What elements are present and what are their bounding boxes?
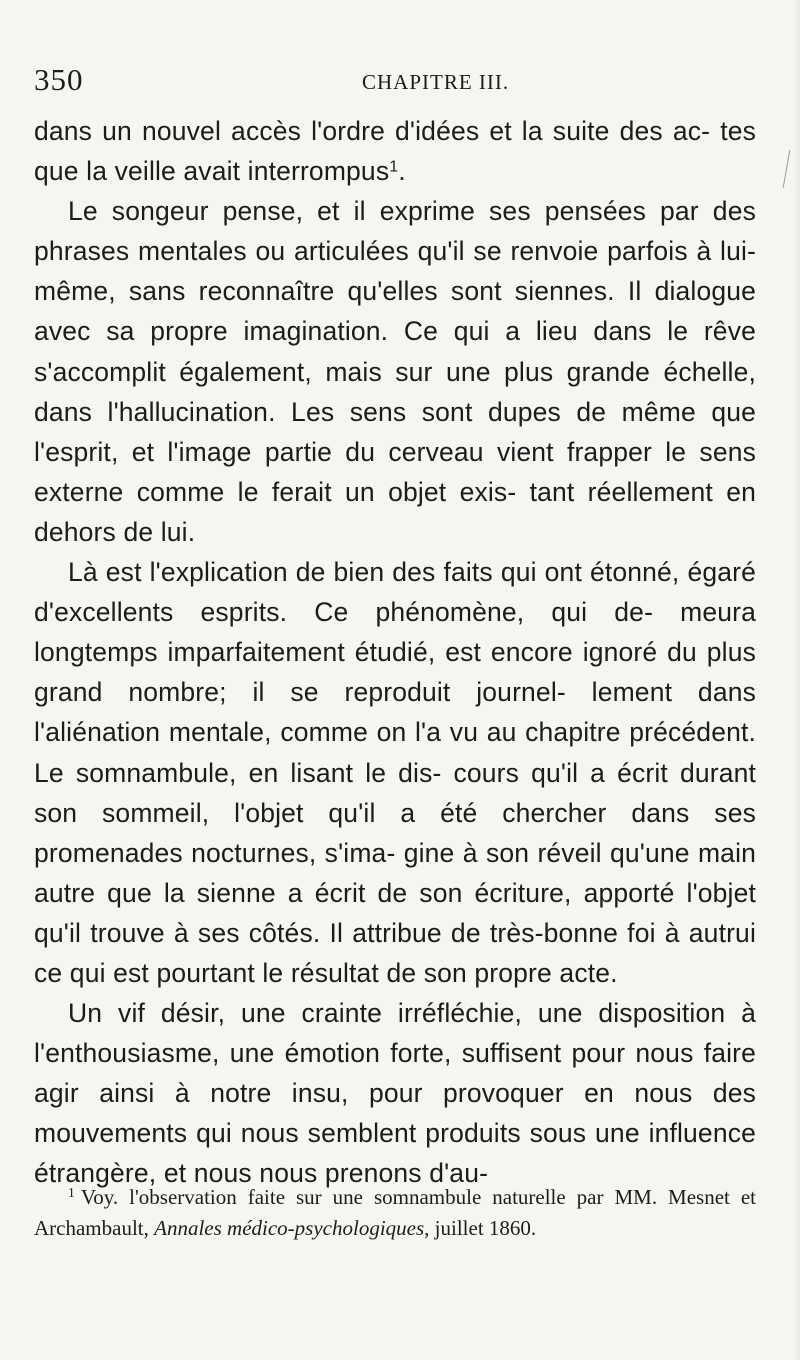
scan-edge-shadow bbox=[794, 0, 800, 1360]
page-number: 350 bbox=[34, 62, 84, 97]
margin-mark bbox=[783, 150, 793, 188]
footnote-paragraph bbox=[34, 1182, 756, 1243]
journal-title: Annales médico-psychologiques bbox=[154, 1215, 425, 1240]
paragraph-continued bbox=[34, 111, 756, 191]
footnote-text: Voy. l'observation faite sur une somnambule naturelle par MM. Mesnet et Archambault, bbox=[34, 1185, 756, 1240]
paragraph: Le songeur pense, et il exprime ses pensées par des phrases mentales ou articulées qu'il se renvoie parfois à lui-même, sans reconnaître qu'elles sont siennes. Il dialogue avec sa propre imagination. Ce qui a lieu dans le rêve s'accomplit également, mais sur une plus grande échelle, dans l'hallucination. Les sens sont dupes de même que l'esprit, et l'image partie du cerveau vient frapper le sens externe comme le ferait un objet exis- tant réellement en dehors de lui. bbox=[34, 196, 756, 547]
paragraph-text-end: . bbox=[398, 156, 406, 187]
footnote bbox=[34, 1182, 756, 1243]
body-text bbox=[34, 111, 756, 1194]
paragraph: Un vif désir, une crainte irréfléchie, une disposition à l'enthousiasme, une émotion forte, suffisent pour nous faire agir ainsi à notre insu, pour provoquer en nous des mouvements qui nous semblent produits sous une influence étrangère, et nous nous prenons d'au- bbox=[34, 998, 756, 1189]
chapter-heading: CHAPITRE III. bbox=[362, 70, 510, 94]
paragraph-text: dans un nouvel accès l'ordre d'idées et la suite des ac- tes que la veille avait interrompus bbox=[34, 116, 756, 187]
footnote-date: , juillet 1860. bbox=[424, 1215, 537, 1240]
paragraph: Là est l'explication de bien des faits qui ont étonné, égaré d'excellents esprits. Ce phénomène, qui de- meura longtemps imparfaitement étudié, est encore ignoré du plus grand nombre; il se reproduit journel- lement dans l'aliénation mentale, comme on l'a vu au chapitre précédent. Le somnambule, en lisant le dis- cours qu'il a écrit durant son sommeil, l'objet qu'il a été chercher dans ses promenades nocturnes, s'ima- gine à son réveil qu'une main autre que la sienne a écrit de son écriture, apporté l'objet qu'il trouve à ses côtés. Il attribue de très-bonne foi à autrui ce qui est pourtant le résultat de son propre acte. bbox=[34, 557, 756, 988]
footnote-marker: 1 bbox=[68, 1185, 75, 1201]
running-head bbox=[34, 62, 754, 102]
footnote-reference[interactable]: 1 bbox=[389, 158, 399, 176]
